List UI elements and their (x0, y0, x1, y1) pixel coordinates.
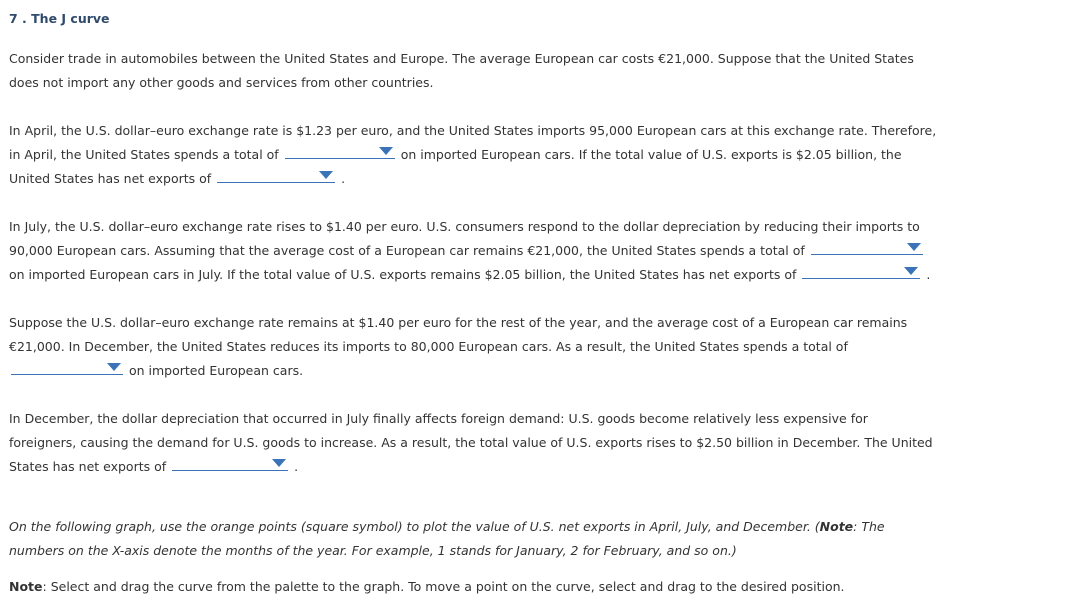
december-exports-text-2: . (294, 459, 299, 474)
april-text-1: In April, the U.S. dollar–euro exchange rate is $1.23 per euro, and the United States imports 95,000 European cars at this exchange rate. Therefore, in April, the United States spends a total of (9, 123, 937, 162)
december-imports-dropdown[interactable] (11, 360, 123, 375)
graph-instructions-text-1: On the following graph, use the orange points (square symbol) to plot the value of U.S. net exports in April, July, and December. ( (9, 519, 820, 534)
graph-instructions-text-2: : The numbers on the X-axis denote the months of the year. For example, 1 stands for January, 2 for February, and so on.) (9, 519, 885, 558)
drag-note-text: : Select and drag the curve from the palette to the graph. To move a point on the curve, select and drag to the desired position. (42, 579, 845, 594)
question-number: 7 (9, 11, 18, 26)
chevron-down-icon (107, 363, 121, 371)
chevron-down-icon (272, 459, 286, 467)
july-net-exports-dropdown[interactable] (802, 264, 920, 279)
question-separator: . (17, 11, 32, 26)
chevron-down-icon (379, 147, 393, 155)
april-text-3: . (341, 171, 346, 186)
graph-instructions-note-label: Note (819, 519, 854, 534)
december-net-exports-dropdown[interactable] (172, 456, 288, 471)
december-exports-paragraph (9, 407, 939, 479)
chevron-down-icon (319, 171, 333, 179)
december-imports-text-1: Suppose the U.S. dollar–euro exchange rate remains at $1.40 per euro for the rest of the year, and the average cost of a European car remains €21,000. In December, the United States reduces its imports to 80,000 European cars. As a result, the United States spends a total of (9, 315, 908, 354)
april-imports-dropdown[interactable] (285, 144, 395, 159)
april-text-2: on imported European cars. If the total value of U.S. exports is $2.05 billion, the United States has net exports of (9, 147, 902, 186)
drag-note-label: Note (9, 579, 43, 594)
december-imports-paragraph (9, 311, 939, 383)
intro-paragraph (9, 47, 939, 95)
december-exports-text-1: In December, the dollar depreciation that occurred in July finally affects foreign demand: U.S. goods become relatively less expensive for foreigners, causing the demand for U.S. goods to increase. As a result, the total value of U.S. exports rises to $2.50 billion in December. The United States has net exports of (9, 411, 933, 474)
question-title-text: The J curve (31, 11, 110, 26)
july-imports-dropdown[interactable] (811, 240, 923, 255)
july-text-1: In July, the U.S. dollar–euro exchange rate rises to $1.40 per euro. U.S. consumers respond to the dollar depreciation by reducing their imports to 90,000 European cars. Assuming that the average cost of a European car remains €21,000, the United States spends a total of (9, 219, 920, 258)
july-text-3: . (926, 267, 931, 282)
july-paragraph (9, 215, 939, 287)
graph-instructions (9, 515, 939, 563)
april-paragraph (9, 119, 939, 191)
intro-text: Consider trade in automobiles between the United States and Europe. The average European car costs €21,000. Suppose that the United States does not import any other goods and services from other countries. (9, 51, 914, 90)
drag-note (9, 575, 939, 599)
chevron-down-icon (907, 243, 921, 251)
question-title (9, 11, 110, 26)
april-net-exports-dropdown[interactable] (217, 168, 335, 183)
chevron-down-icon (904, 267, 918, 275)
july-text-2: on imported European cars in July. If the total value of U.S. exports remains $2.05 billion, the United States has net exports of (9, 267, 797, 282)
december-imports-text-2: on imported European cars. (128, 363, 304, 378)
